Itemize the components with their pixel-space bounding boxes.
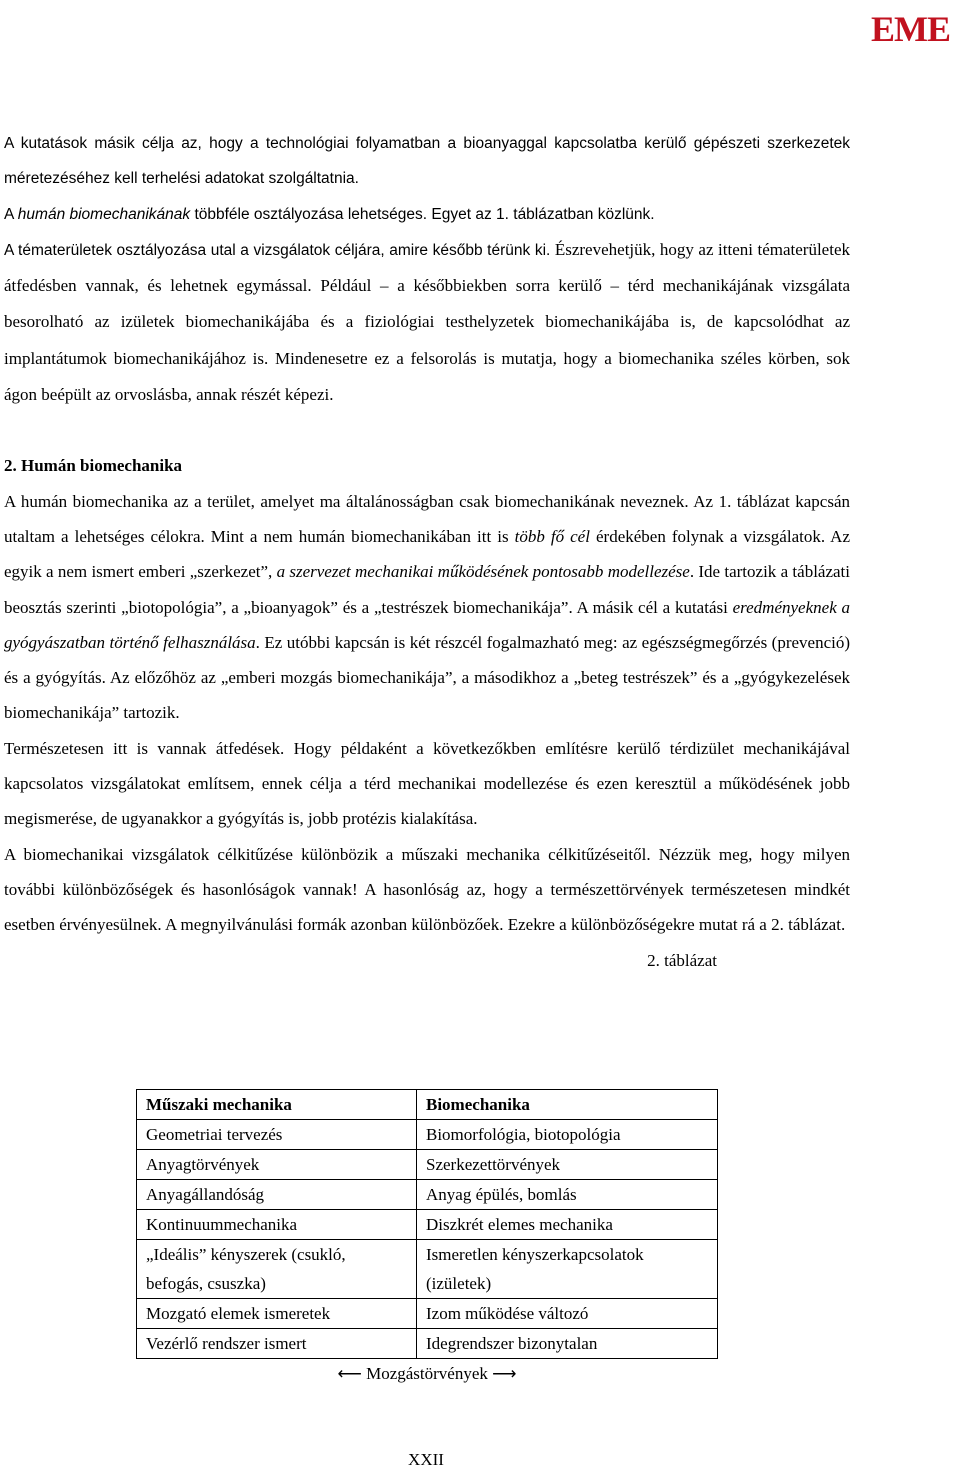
publisher-logo: EME bbox=[870, 9, 950, 49]
paragraph-intro bbox=[4, 126, 850, 413]
table-cell: Izom működése változó bbox=[417, 1299, 718, 1329]
intro-line-4: Például – a későbbiekben sorra kerülő – térd mechanikájának vizsgálata besorolható az izületek biomechanikájába és a fiziológiai testhelyzetek biomechanikájába is, de kapcsolódhat az implantátumok biomechanikájához is. Mindenesetre ez a felsorolás is mutatja, hogy a biomechanika széles körben, sok ágon beépült az orvoslásba, annak részét képezi. bbox=[4, 276, 850, 405]
page-body bbox=[4, 126, 850, 978]
p2-text-b: érdekében folynak a vizsgálatok. Az egyik a nem ismert emberi „szerkezet”, bbox=[4, 526, 851, 582]
comparison-table bbox=[136, 1089, 718, 1388]
table-footer-cell: ⟵ Mozgástörvények ⟶ bbox=[337, 1364, 517, 1383]
table-cell: Geometriai tervezés bbox=[137, 1120, 417, 1150]
table-cell: Anyag épülés, bomlás bbox=[417, 1180, 718, 1210]
table-row bbox=[137, 1299, 718, 1329]
table-cell: Biomorfológia, biotopológia bbox=[417, 1120, 718, 1150]
paragraph-differences: A biomechanikai vizsgálatok célkitűzése különbözik a műszaki mechanika célkitűzéseitől. Nézzük meg, hogy milyen további különbözőségek és hasonlóságok vannak! A hasonlóság az, hogy a természettörvények természetesen mindkét esetben érvényesülnek. A megnyilvánulási formák azonban különbözőek. Ezekre a különbözőségekre mutat rá a 2. táblázat. bbox=[4, 844, 850, 935]
table-cell: Ismeretlen kényszerkapcsolatok (izületek) bbox=[417, 1240, 718, 1299]
table-header-cell: Biomechanika bbox=[417, 1090, 718, 1120]
intro-line-3b: Észrevehetjük, hogy az itteni tématerületek átfedésben vannak, és lehetnek egymással. bbox=[4, 239, 850, 296]
section-heading: 2. Humán biomechanika bbox=[4, 456, 183, 476]
page-number: XXII bbox=[408, 1450, 444, 1469]
table-cell: Vezérlő rendszer ismert bbox=[137, 1329, 417, 1359]
intro-line-1: A kutatások másik célja az, hogy a technológiai folyamatban a bioanyaggal kapcsolatba kerülő gépészeti szerkezetek méretezéséhez kell terhelési adatokat szolgáltatnia. bbox=[4, 135, 850, 188]
p2-emphasis-2: a szervezet mechanikai működésének pontosabb modellezése bbox=[276, 562, 690, 582]
table-cell: Kontinuummechanika bbox=[137, 1210, 417, 1240]
p2-text-a: A humán biomechanika az a terület, amelyet ma általánosságban csak biomechanikának neveznek. Az 1. táblázat kapcsán utaltam a lehetséges célokra. Mint a nem humán biomechanikában itt is bbox=[4, 491, 850, 546]
table-row bbox=[137, 1329, 718, 1359]
p2-text-c: . Ide tartozik a táblázati beosztás szerinti „biotopológia”, a „bioanyagok” és a „testrészek biomechanikája”. A másik cél a kutatási bbox=[4, 562, 850, 617]
table-cell: Szerkezettörvények bbox=[417, 1150, 718, 1180]
intro-line-3: A tématerületek osztályozása utal a vizsgálatok céljára, amire később térünk ki. bbox=[4, 241, 551, 259]
table-cell: Diszkrét elemes mechanika bbox=[417, 1210, 718, 1240]
table-cell: Idegrendszer bizonytalan bbox=[417, 1329, 718, 1359]
intro-line-2a: A bbox=[4, 205, 18, 223]
table-row bbox=[137, 1120, 718, 1150]
table-row bbox=[137, 1180, 718, 1210]
table-cell: Anyagtörvények bbox=[137, 1150, 417, 1180]
table-row bbox=[137, 1240, 718, 1299]
paragraph-human-biomechanics bbox=[4, 484, 850, 731]
intro-line-2b: többféle osztályozása lehetséges. Egyet az 1. táblázatban közlünk. bbox=[190, 205, 655, 223]
p2-emphasis-3: eredményeknek a gyógyászatban történő felhasználása bbox=[4, 597, 851, 652]
table-caption: 2. táblázat bbox=[647, 950, 717, 970]
p2-text-d: . Ez utóbbi kapcsán is két részcél fogalmazható meg: az egészségmegőrzés (prevenció) és a gyógyítás. Az előzőhöz az „emberi mozgás biomechanikája”, a másodikhoz a „beteg testrészek” és a „gyógykezelések biomechanikája” tartozik. bbox=[4, 632, 851, 723]
table-header-row bbox=[137, 1090, 718, 1120]
table-footer-row bbox=[137, 1359, 718, 1389]
table-cell: Mozgató elemek ismeretek bbox=[137, 1299, 417, 1329]
p2-emphasis-1: több fő cél bbox=[514, 526, 590, 546]
intro-emphasis: humán biomechanikának bbox=[17, 205, 191, 223]
paragraph-overlaps: Természetesen itt is vannak átfedések. Hogy példaként a következőkben említésre kerülő térdizület mechanikájával kapcsolatos vizsgálatokat említsem, ennek célja a térd mechanikai modellezése és ezen keresztül a működésének jobb megismerése, de ugyanakkor a gyógyítás is, jobb protézis kialakítása. bbox=[4, 738, 850, 829]
table-row bbox=[137, 1150, 718, 1180]
table-header-cell: Műszaki mechanika bbox=[137, 1090, 417, 1120]
table-row bbox=[137, 1210, 718, 1240]
table-cell: „Ideális” kényszerek (csukló, befogás, csuszka) bbox=[137, 1240, 417, 1299]
table-cell: Anyagállandóság bbox=[137, 1180, 417, 1210]
